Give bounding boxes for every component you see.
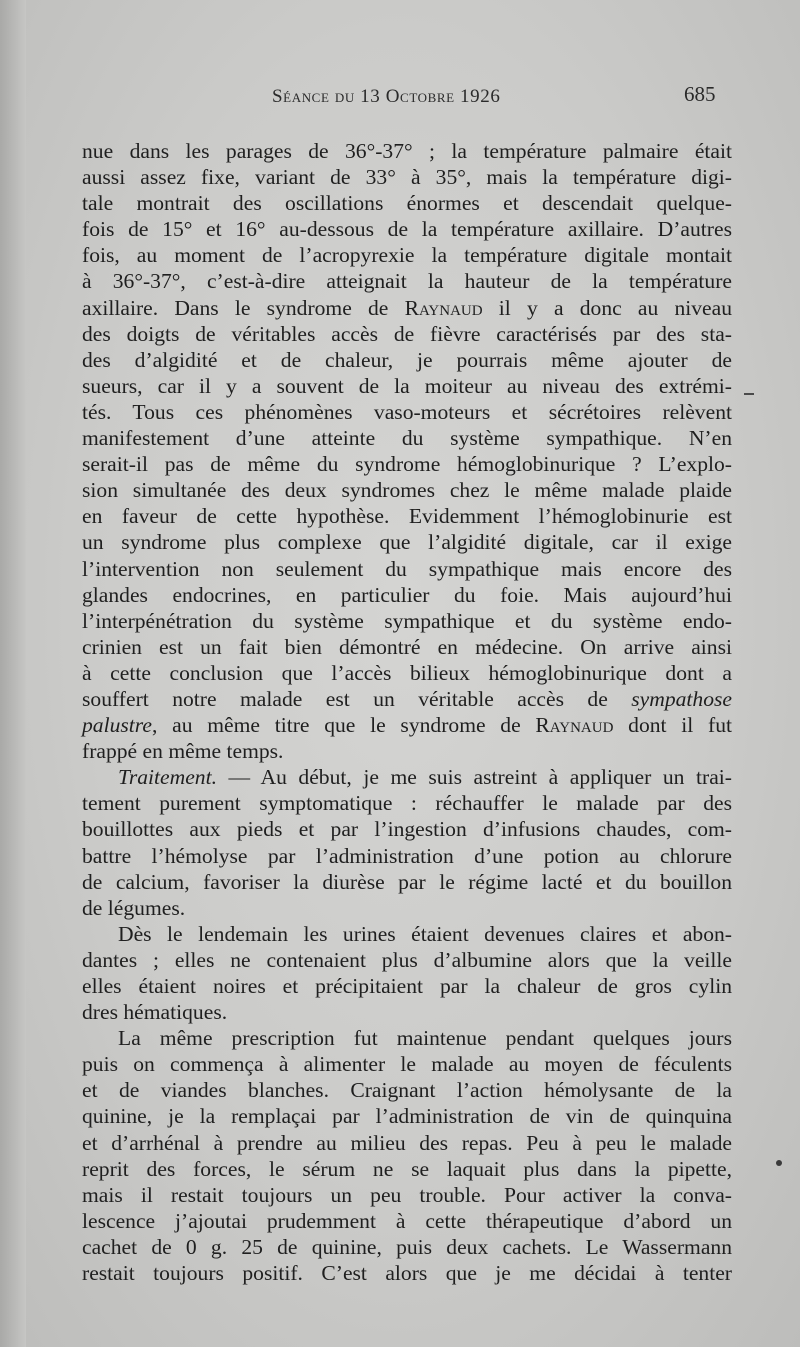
text-line: et de viandes blanches. Craignant l’action hémolysante de la (82, 1078, 732, 1103)
text-line: tale montrait des oscillations énormes et descendait quelque- (82, 191, 732, 216)
text-line: de calcium, favoriser la diurèse par le régime lacté et du bouillon (82, 869, 732, 894)
text-line: bouillottes aux pieds et par l’ingestion d’infusions chaudes, com- (82, 817, 732, 842)
text-line: nue dans les parages de 36°-37° ; la température palmaire était (82, 139, 732, 163)
text-fragment: axillaire. Dans le syndrome de (82, 295, 405, 320)
text-line: et d’arrhénal à prendre au milieu des repas. Peu à peu le malade (82, 1130, 732, 1155)
text-line: La même prescription fut maintenue pendant quelques jours (118, 1026, 732, 1051)
text-line: des d’algidité et de chaleur, je pourrais même ajouter de (82, 347, 732, 372)
text-line: dantes ; elles ne contenaient plus d’albumine alors que la veille (82, 947, 732, 972)
text-line: cachet de 0 g. 25 de quinine, puis deux cachets. Le Wassermann (82, 1234, 732, 1259)
margin-dot (776, 1160, 782, 1166)
text-line: sion simultanée des deux syndromes chez le même malade plaide (82, 478, 732, 503)
text-line: des doigts de véritables accès de fièvre caractérisés par des sta- (82, 321, 732, 346)
text-line: battre l’hémolyse par l’administration d’une potion au chlorure (82, 843, 732, 868)
text-line (82, 712, 732, 738)
text-line (82, 686, 732, 712)
text-line: fois, au moment de l’acropyrexie la température digitale montait (82, 243, 732, 268)
text-line: glandes endocrines, en particulier du foie. Mais aujourd’hui (82, 582, 732, 607)
running-title: Séance du 13 Octobre 1926 (272, 86, 501, 107)
text-line: puis on commença à alimenter le malade au moyen de féculents (82, 1052, 732, 1077)
author-name: Raynaud (404, 295, 483, 320)
author-name: Raynaud (535, 713, 614, 738)
italic-term: palustre (82, 713, 152, 738)
text-line: reprit des forces, le sérum ne se laquait plus dans la pipette, (82, 1156, 732, 1181)
text-line: tés. Tous ces phénomènes vaso-moteurs et sécrétoires relèvent (82, 399, 732, 424)
text-line (82, 295, 732, 321)
text-line: tement purement symptomatique : réchauffer le malade par des (82, 791, 732, 816)
text-line: sueurs, car il y a souvent de la moiteur au niveau des extrémi- (82, 373, 732, 398)
text-line: l’intervention non seulement du sympathique mais encore des (82, 556, 732, 581)
text-line: elles étaient noires et précipitaient par la chaleur de gros cylin (82, 974, 732, 998)
text-fragment: il y a donc au niveau (482, 295, 733, 320)
margin-mark (744, 393, 754, 395)
text-line: l’interpénétration du système sympathique et du système endo- (82, 608, 732, 633)
text-line: de légumes. (82, 895, 186, 920)
text-fragment: — Au début, je me suis astreint à appliquer un trai- (216, 765, 732, 790)
text-line: dres hématiques. (82, 1000, 228, 1025)
text-line: serait-il pas de même du syndrome hémoglobinurique ? L’explo- (82, 452, 732, 477)
text-line: fois de 15° et 16° au-dessous de la température axillaire. D’autres (82, 217, 732, 242)
text-fragment: dont il fut (613, 713, 732, 738)
text-line: en faveur de cette hypothèse. Evidemment l’hémoglobinurie est (82, 504, 732, 529)
text-line: crinien est un fait bien démontré en médecine. On arrive ainsi (82, 634, 732, 659)
text-line: manifestement d’une atteinte du système sympathique. N’en (82, 426, 732, 451)
text-line: Dès le lendemain les urines étaient devenues claires et abon- (118, 921, 732, 946)
body-text (82, 138, 732, 1286)
text-fragment: souffert notre malade est un véritable accès de (82, 686, 632, 711)
text-line: lescence j’ajoutai prudemment à cette thérapeutique d’abord un (82, 1208, 732, 1233)
page-number: 685 (684, 82, 716, 106)
text-line: mais il restait toujours un peu trouble. Pour activer la conva- (82, 1182, 732, 1207)
text-line: aussi assez fixe, variant de 33° à 35°, mais la température digi- (82, 165, 732, 190)
page-header (0, 82, 800, 116)
section-heading: Traitement. (118, 765, 217, 790)
text-line (82, 764, 732, 790)
italic-term: sympathose (631, 686, 732, 711)
text-line: un syndrome plus complexe que l’algidité digitale, car il exige (82, 530, 732, 555)
text-fragment: , au même titre que le syndrome de (151, 713, 536, 738)
text-line: restait toujours positif. C’est alors que je me décidai à tenter (82, 1261, 732, 1286)
text-line: quinine, je la remplaçai par l’administration de vin de quinquina (82, 1104, 732, 1129)
text-line: frappé en même temps. (82, 739, 284, 764)
text-line: à cette conclusion que l’accès bilieux hémoglobinurique dont a (82, 660, 732, 685)
text-line: à 36°-37°, c’est-à-dire atteignait la hauteur de la température (82, 269, 732, 294)
